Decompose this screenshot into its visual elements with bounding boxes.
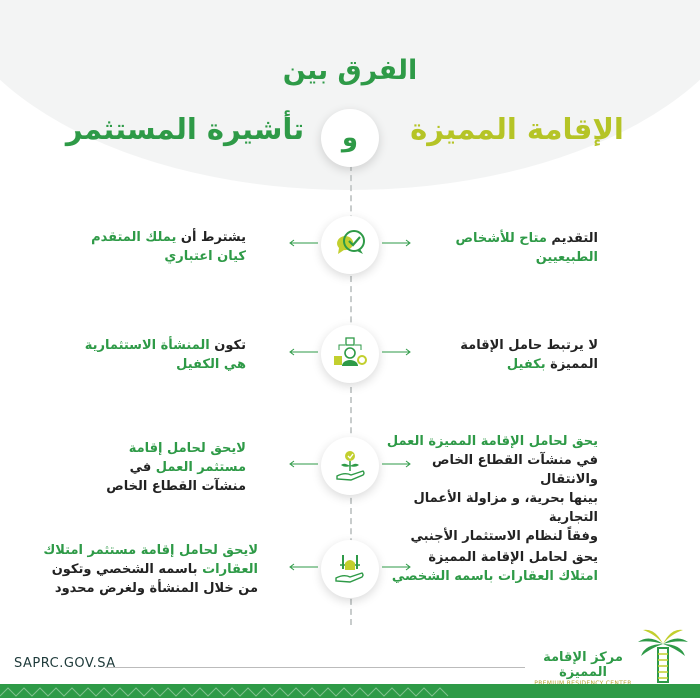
row2-right-text: لا يرتبط حامل الإقامة المميزة بكفيل xyxy=(460,338,598,372)
facility-gear-icon xyxy=(331,336,369,372)
pattern-decoration xyxy=(0,685,700,698)
title-investor-visa: تأشيرة المستثمر xyxy=(65,112,305,146)
footer-divider xyxy=(105,667,525,668)
property-hand-icon xyxy=(331,551,369,587)
row2-icon-circle xyxy=(321,325,379,383)
site-url[interactable]: SAPRC.GOV.SA xyxy=(14,656,116,671)
footer-pattern-band xyxy=(0,684,700,698)
row3-icon-circle xyxy=(321,437,379,495)
row4-right-text: يحق لحامل الإقامة المميزة امتلاك العقارات باسمه الشخصي xyxy=(391,550,598,584)
row3-left-arrow xyxy=(288,459,318,469)
row1-right-text: التقديم متاح للأشخاص الطبيعيين xyxy=(455,231,598,265)
connector-circle xyxy=(321,109,379,167)
palm-logo-icon xyxy=(636,626,690,686)
plant-hand-icon xyxy=(331,448,369,484)
row4-left-arrow xyxy=(288,562,318,572)
row1-icon-circle xyxy=(321,216,379,274)
page-title: الفرق بين xyxy=(282,55,418,86)
row2-left-arrow xyxy=(288,347,318,357)
row4-icon-circle xyxy=(321,540,379,598)
row4-left-text: لايحق لحامل إقامة مستثمر امتلاك العقارات باسمه الشخصي وتكون من خلال المنشأة ولغرض محدود xyxy=(43,543,258,596)
logo-text xyxy=(534,650,632,687)
row2-left-text: تكون المنشأة الاستثمارية هي الكفيل xyxy=(84,338,246,372)
chat-check-icon xyxy=(332,228,368,262)
connector-text: و xyxy=(341,123,359,153)
row3-left-text: لايحق لحامل إقامة مستثمر العمل في منشآت القطاع الخاص xyxy=(106,441,246,494)
row1-left-text: يشترط أن يملك المتقدم كيان اعتباري xyxy=(91,230,246,264)
row3-right-text: يحق لحامل الإقامة المميزة العمل في منشآت القطاع الخاص والانتقال بينها بحرية، و مزاولة الأعمال التجارية وفقاً لنظام الاستثمار الأجنبي xyxy=(386,434,598,544)
row1-left-arrow xyxy=(288,238,318,248)
title-premium-residency: الإقامة المميزة xyxy=(410,112,624,146)
logo-arabic: مركز الإقامة المميزة xyxy=(543,650,623,680)
